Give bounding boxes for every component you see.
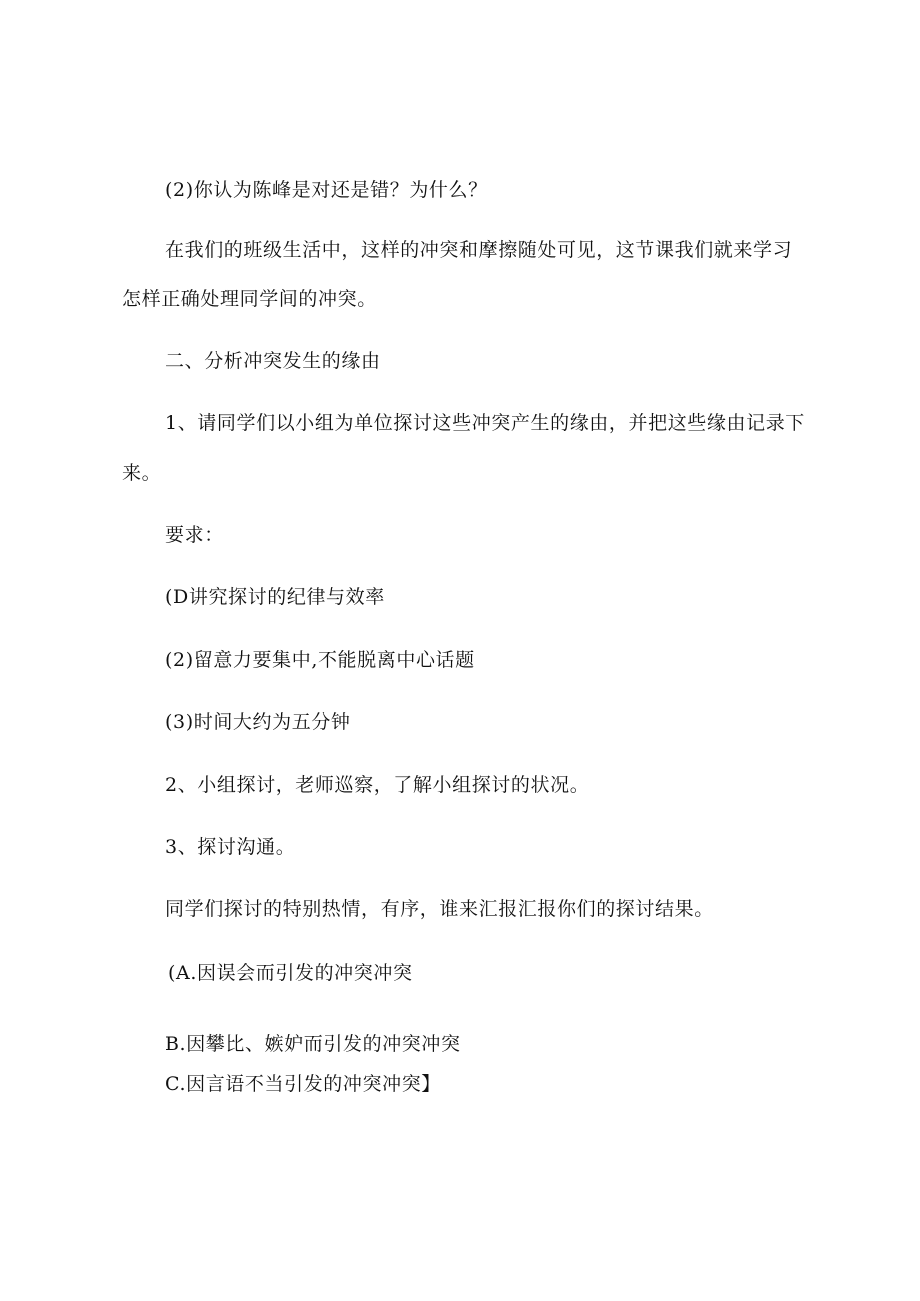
paragraph-line: 在我们的班级生活中，这样的冲突和摩擦随处可见，这节课我们就来学习 xyxy=(165,239,793,261)
paragraph-line: 同学们探讨的特别热情，有序，谁来汇报汇报你们的探讨结果。 xyxy=(165,898,714,920)
requirement-item: (2)留意力要集中,不能脱离中心话题 xyxy=(165,649,475,671)
requirements-label: 要求： xyxy=(165,524,224,546)
step-line: 3、探讨沟通。 xyxy=(165,836,296,858)
paragraph-line: 来。 xyxy=(122,462,162,484)
result-item: (A.因误会而引发的冲突冲突 xyxy=(168,962,413,984)
step-line: 2、小组探讨，老师巡察，了解小组探讨的状况。 xyxy=(165,774,590,796)
result-item: C.因言语不当引发的冲突冲突】 xyxy=(165,1073,441,1095)
paragraph-line: 怎样正确处理同学间的冲突。 xyxy=(122,288,377,310)
requirement-item: (3)时间大约为五分钟 xyxy=(165,711,351,733)
result-item: B.因攀比、嫉妒而引发的冲突冲突 xyxy=(165,1033,461,1055)
section-heading: 二、分析冲突发生的缘由 xyxy=(165,350,381,372)
requirement-item: (D讲究探讨的纪律与效率 xyxy=(165,586,385,608)
paragraph-line: 1、请同学们以小组为单位探讨这些冲突产生的缘由，并把这些缘由记录下 xyxy=(165,412,805,434)
question-line: (2)你认为陈峰是对还是错？为什么？ xyxy=(165,179,488,201)
